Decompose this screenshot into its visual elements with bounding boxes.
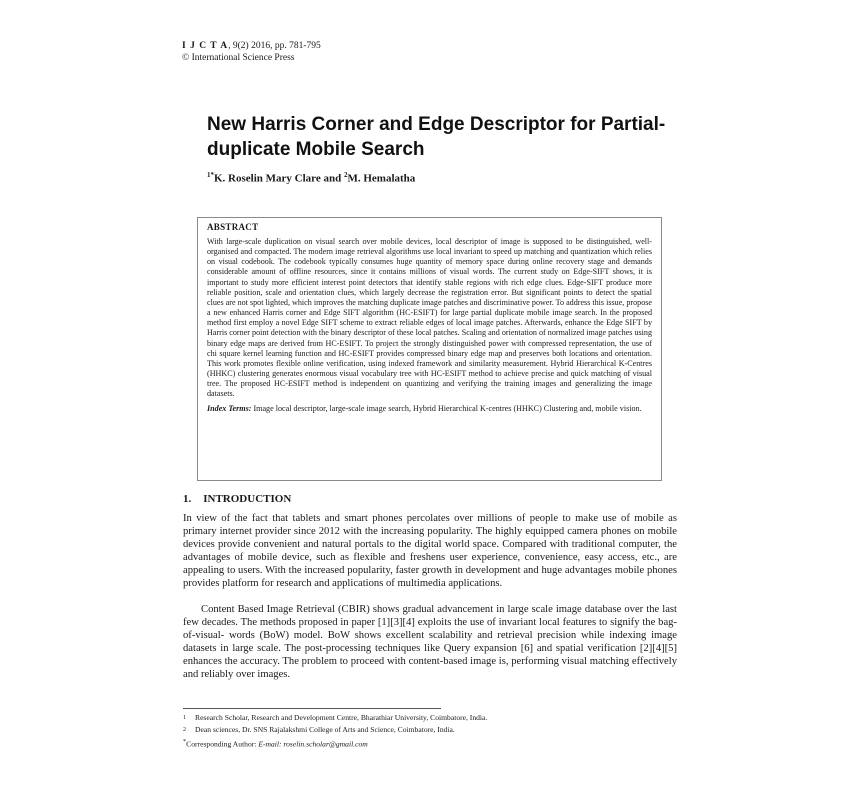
abstract-box (197, 217, 662, 481)
intro-paragraph-2: Content Based Image Retrieval (CBIR) shows gradual advancement in large scale image database over the last few decades. The methods proposed in paper [1][3][4] exploits the use of invariant local features to signify the bag-of-visual- words (BoW) model. BoW shows excellent scalability and retrieval precision while indexing image datasets in large scale. The post-processing techniques like Query expansion [6] and spatial verification [2][4][5] enhances the accuracy. The problem to proceed with content-based image is, performing visual matching effectively and reliably over images. (183, 604, 677, 681)
index-terms-label: Index Terms: (207, 403, 252, 413)
publisher: © International Science Press (182, 53, 295, 63)
author2-name: M. Hemalatha (347, 172, 416, 185)
footnote-divider (183, 708, 441, 709)
footnote-1-mark: 1 (183, 715, 186, 721)
index-terms (207, 404, 652, 414)
footnote-2-text: Dean sciences, Dr. SNS Rajalakshmi College of Arts and Science, Coimbatore, India. (195, 725, 455, 734)
footnote-2 (183, 724, 487, 736)
section-heading (183, 493, 291, 505)
journal-citation (182, 40, 321, 52)
journal-header (182, 40, 321, 64)
paper-title: New Harris Corner and Edge Descriptor for Partial-duplicate Mobile Search (207, 114, 666, 160)
index-terms-text: Image local descriptor, large-scale image search, Hybrid Hierarchical K-centres (HHKC) Clustering and, mobile vision. (251, 403, 642, 413)
author1-mark: 1* (207, 171, 214, 179)
section-title: INTRODUCTION (203, 493, 292, 505)
footnote-2-mark: 2 (183, 727, 186, 733)
author1-name: K. Roselin Mary Clare and (214, 172, 344, 185)
footnote-1-text: Research Scholar, Research and Development Centre, Bharathiar University, Coimbatore, India. (195, 713, 488, 722)
abstract-heading: ABSTRACT (207, 222, 259, 232)
footnote-3 (183, 736, 487, 751)
footnote-1 (183, 712, 487, 724)
corresponding-email: E-mail: roselin.scholar@gmail.com (258, 739, 368, 749)
authors-line (207, 171, 415, 185)
footnote-3-mark: * (183, 738, 187, 745)
journal-issue: , 9(2) 2016, pp. 781-795 (228, 41, 321, 51)
footnote-3-label: Corresponding Author: (186, 739, 259, 749)
abstract-text: With large-scale duplication on visual search over mobile devices, local descriptor of image is supposed to be distinguished, well-organised and compacted. The modern image retrieval algorithms use local invariant to speed up matching and quantization which relies on visual codebook. The codebook typically consumes huge quantity of memory space during online recovery stage and demands considerable amount of offline resources, since it contains millions of visual words. The current study on Edge-SIFT shows, it is important to study more efficient interest point detectors that identify stable regions with rich edge clues. Edge-SIFT produce more reliable position, scale and orientation clues, which largely decrease the registration error. But significant points to detect the spatial clues are not spot lighted, which improves the matching duplicate image patches and discriminative power. To address this issue, propose a new enhanced Harris corner and Edge SIFT algorithm (HC-ESIFT) for large partial duplicate mobile image search. In the proposed method first employ a novel Edge SIFT scheme to extract reliable edges of local image patches. Afterwards, enhance the Edge SIFT by Harris corner point detection with the binary descriptor of these local patches. Scaling and orientation of normalized image patches using binary edge maps are derived from HC-ESIFT. To project the strongly distinguished power with compressed representation, the use of chi square kernel learning function and HC-ESIFT provides compressed binary edge map and preserves both locations and orientation. This work promotes flexible online verification, using indexed framework and similarity measurement. Hybrid Hierarchical K-Centres (HHKC) clustering generates enormous visual vocabulary tree with HC-ESIFT method to achieve precise and quick matching of visual tree. The proposed HC-ESIFT method is independent on quantizing and verifying the training images and generalizing the image datasets. (207, 237, 652, 399)
journal-name: I J C T A (182, 41, 229, 51)
footnotes (183, 712, 487, 751)
author2-mark: 2 (343, 171, 348, 179)
intro-paragraph-1: In view of the fact that tablets and smart phones percolates over millions of people to make use of mobile as primary internet provider since 2012 with the increasing popularity. The highly equipped camera phones on mobile devices provide convenient and natural portals to the digital world space. Compared with traditional computer, the advantages of mobile device, such as flexible and freshens user experience, convenience, easy access, etc., are appealing to users. With the increased popularity, faster growth in development and huge advantages mobile phones provides platform for research and applications of multimedia applications. (183, 513, 677, 590)
section-number: 1. (183, 493, 192, 505)
